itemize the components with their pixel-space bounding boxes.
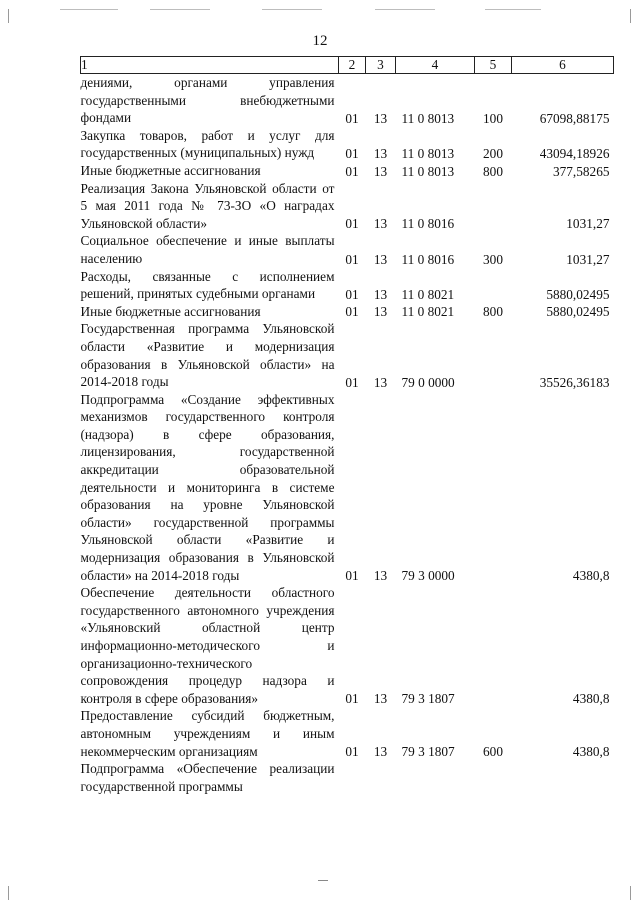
row-section: 01	[345, 216, 359, 232]
row-target-code	[396, 760, 475, 795]
row-amount: 4380,8	[572, 568, 610, 584]
row-section: 01	[345, 304, 359, 320]
row-subsection: 13	[373, 163, 388, 179]
row-amount: 5880,02495	[546, 286, 610, 302]
scan-corner-mark-bottom-left	[8, 886, 9, 900]
row-target-code: 11 0 8016	[401, 216, 455, 232]
column-header-5: 5	[475, 57, 512, 74]
row-amount: 67098,88175	[539, 110, 610, 126]
scan-corner-mark-top-right	[630, 9, 631, 23]
row-amount: 1031,27	[566, 251, 610, 267]
scan-dash-bottom	[318, 880, 328, 881]
row-section: 01	[345, 251, 359, 267]
row-expense-type	[475, 584, 512, 707]
row-name: Иные бюджетные ассигнования	[80, 303, 261, 319]
row-target-code: 11 0 8021	[401, 286, 455, 302]
row-section: 01	[345, 145, 359, 161]
row-section: 01	[345, 163, 359, 179]
scan-dash-top-2	[150, 9, 210, 10]
row-expense-type	[475, 391, 512, 585]
row-amount: 377,58265	[552, 163, 610, 179]
scan-dash-top-5	[485, 9, 541, 10]
row-target-code: 11 0 8013	[401, 163, 455, 179]
table-row	[81, 391, 614, 585]
row-expense-type	[475, 268, 512, 303]
row-section: 01	[345, 568, 359, 584]
row-name: Подпрограмма «Создание эффективных механизмов государственного контроля (надзора) в сфере образования, лицензирования, государственной аккредитации образовательной деятельности и мониторинга в системе образования на уровне Ульяновской области» государственной программы Ульяновской области «Развитие и модернизация образования в Ульяновской области» на 2014-2018 годы	[80, 391, 335, 583]
row-name: Подпрограмма «Обеспечение реализации государственной программы	[80, 761, 335, 794]
budget-table	[80, 56, 614, 795]
row-expense-type: 100	[483, 110, 503, 126]
row-section	[339, 760, 366, 795]
row-expense-type	[475, 320, 512, 390]
row-subsection	[366, 760, 396, 795]
row-name: дениями, органами управления государственными внебюджетными фондами	[80, 75, 335, 126]
scan-corner-mark-bottom-right	[630, 886, 631, 900]
table-row	[81, 760, 614, 795]
table-row	[81, 303, 614, 321]
scan-corner-mark-top-left	[8, 9, 9, 23]
table-header-row	[81, 57, 614, 74]
row-amount: 35526,36183	[539, 374, 610, 390]
column-header-3: 3	[366, 57, 396, 74]
row-amount: 5880,02495	[546, 304, 610, 320]
scan-dash-top-4	[375, 9, 435, 10]
table-row	[81, 707, 614, 760]
row-subsection: 13	[373, 691, 388, 707]
row-expense-type	[475, 760, 512, 795]
row-target-code: 79 3 0000	[401, 568, 455, 584]
row-amount: 4380,8	[572, 744, 610, 760]
row-subsection: 13	[373, 251, 388, 267]
column-header-2: 2	[339, 57, 366, 74]
row-target-code: 11 0 8016	[401, 251, 455, 267]
row-expense-type: 600	[483, 744, 503, 760]
table-row	[81, 127, 614, 162]
row-target-code: 79 0 0000	[401, 374, 455, 390]
row-target-code: 11 0 8013	[401, 145, 455, 161]
row-name: Реализация Закона Ульяновской области от 5 мая 2011 года № 73-ЗО «О наградах Ульяновской области»	[80, 180, 335, 231]
table-row	[81, 74, 614, 127]
row-target-code: 11 0 8021	[401, 304, 455, 320]
row-subsection: 13	[373, 374, 388, 390]
row-section: 01	[345, 691, 359, 707]
column-header-1: 1	[81, 57, 339, 74]
table-row	[81, 232, 614, 267]
row-name: Иные бюджетные ассигнования	[80, 162, 261, 178]
table-row	[81, 320, 614, 390]
row-section: 01	[345, 374, 359, 390]
scan-dash-top-1	[60, 9, 118, 10]
row-subsection: 13	[373, 568, 388, 584]
page-number: 12	[312, 33, 328, 49]
row-name: Обеспечение деятельности областного государственного автономного учреждения «Ульяновский областной центр информационно-методического и организационно-технического сопровождения процедур надзора и контроля в сфере образования»	[80, 585, 335, 706]
row-section: 01	[345, 744, 359, 760]
table-row	[81, 162, 614, 180]
table-row	[81, 584, 614, 707]
row-name: Государственная программа Ульяновской области «Развитие и модернизация образования в Ульяновской области» на 2014-2018 годы	[80, 321, 335, 390]
column-header-6: 6	[512, 57, 614, 74]
row-amount: 43094,18926	[539, 145, 610, 161]
row-expense-type: 800	[483, 163, 503, 179]
row-section: 01	[345, 286, 359, 302]
row-name: Расходы, связанные с исполнением решений, принятых судебными органами	[80, 268, 335, 302]
row-expense-type: 300	[483, 251, 503, 267]
row-name: Предоставление субсидий бюджетным, автономным учреждениям и иным некоммерческим организациям	[80, 708, 335, 759]
row-expense-type: 200	[483, 145, 503, 161]
row-expense-type	[475, 180, 512, 233]
row-subsection: 13	[373, 304, 388, 320]
row-name: Закупка товаров, работ и услуг для государственных (муниципальных) нужд	[80, 127, 335, 161]
row-target-code: 11 0 8013	[401, 110, 455, 126]
row-subsection: 13	[373, 744, 388, 760]
row-name: Социальное обеспечение и иные выплаты населению	[80, 233, 335, 266]
row-subsection: 13	[373, 286, 388, 302]
row-subsection: 13	[373, 145, 388, 161]
row-amount: 4380,8	[572, 691, 610, 707]
row-amount	[512, 760, 614, 795]
table-row	[81, 268, 614, 303]
row-target-code: 79 3 1807	[401, 691, 455, 707]
row-subsection: 13	[373, 110, 388, 126]
table-row	[81, 180, 614, 233]
row-section: 01	[345, 110, 359, 126]
column-header-4: 4	[396, 57, 475, 74]
row-amount: 1031,27	[566, 216, 610, 232]
row-subsection: 13	[373, 216, 388, 232]
row-target-code: 79 3 1807	[401, 744, 455, 760]
row-expense-type: 800	[483, 304, 503, 320]
scan-dash-top-3	[262, 9, 322, 10]
